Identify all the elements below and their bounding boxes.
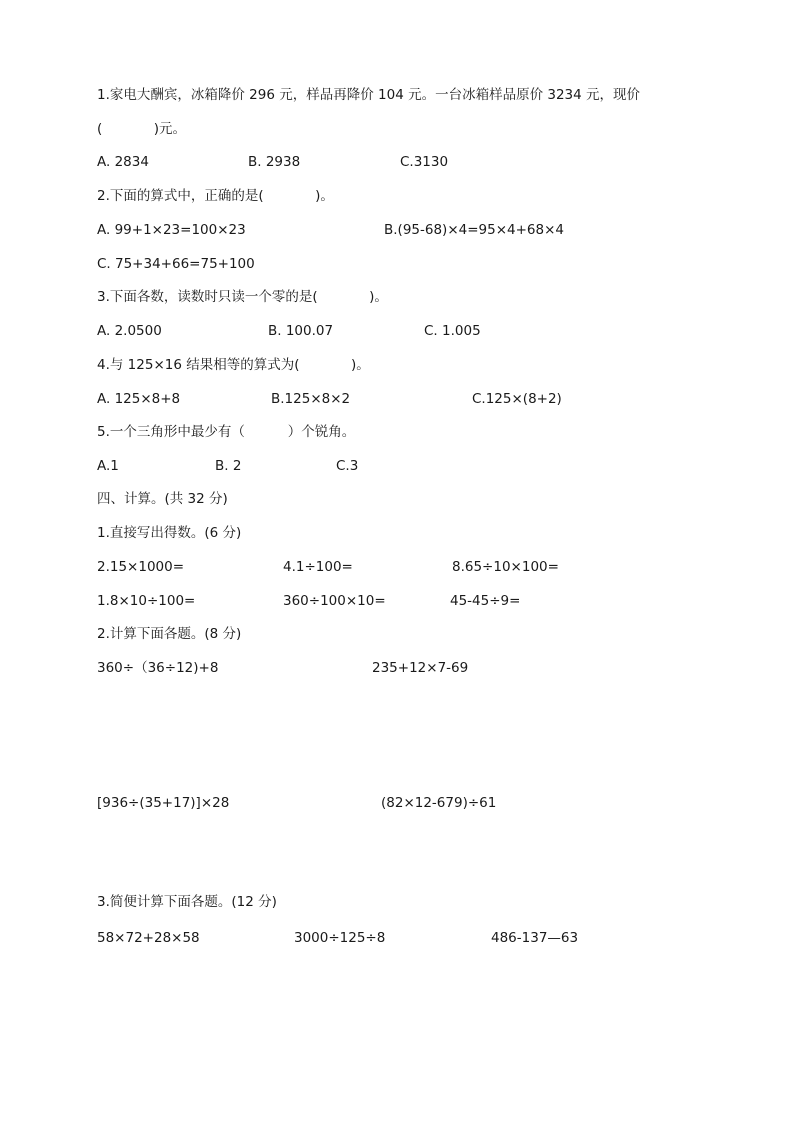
part2-item: (82×12-679)÷61 (381, 795, 497, 811)
q5-text: 5.一个三角形中最少有（ ）个锐角。 (97, 424, 356, 440)
q1-text-line2: ( )元。 (97, 121, 187, 137)
part1-item: 8.65÷10×100= (452, 559, 559, 575)
q1-option-a: A. 2834 (97, 154, 149, 170)
q3-text: 3.下面各数，读数时只读一个零的是( )。 (97, 289, 388, 305)
q3-option-b: B. 100.07 (268, 323, 334, 339)
part3-item: 3000÷125÷8 (294, 930, 386, 946)
q4-option-a: A. 125×8+8 (97, 391, 181, 407)
part1-item: 2.15×1000= (97, 559, 185, 575)
q4-text: 4.与 125×16 结果相等的算式为( )。 (97, 357, 370, 373)
q5-option-b: B. 2 (215, 458, 242, 474)
q5-option-c: C.3 (336, 458, 359, 474)
q3-option-c: C. 1.005 (424, 323, 481, 339)
q1-option-c: C.3130 (400, 154, 449, 170)
q2-option-a: A. 99+1×23=100×23 (97, 222, 246, 238)
q4-option-c: C.125×(8+2) (472, 391, 562, 407)
q3-option-a: A. 2.0500 (97, 323, 162, 339)
q4-option-b: B.125×8×2 (271, 391, 351, 407)
part1-item: 1.8×10÷100= (97, 593, 196, 609)
part2-item: 360÷（36÷12)+8 (97, 660, 219, 676)
part2-item: 235+12×7-69 (372, 660, 469, 676)
q1-option-b: B. 2938 (248, 154, 301, 170)
q2-text: 2.下面的算式中，正确的是( )。 (97, 188, 334, 204)
part2-item: [936÷(35+17)]×28 (97, 795, 230, 811)
q5-option-a: A.1 (97, 458, 119, 474)
q2-option-c: C. 75+34+66=75+100 (97, 256, 255, 272)
part3-title: 3.简便计算下面各题。(12 分) (97, 894, 277, 910)
part3-item: 486-137—63 (491, 930, 579, 946)
part1-item: 4.1÷100= (283, 559, 353, 575)
section4-heading: 四、计算。(共 32 分) (97, 491, 228, 507)
q2-option-b: B.(95-68)×4=95×4+68×4 (384, 222, 564, 238)
part1-title: 1.直接写出得数。(6 分) (97, 525, 242, 541)
part1-item: 45-45÷9= (450, 593, 521, 609)
q1-text-line1: 1.家电大酬宾，冰箱降价 296 元，样品再降价 104 元。一台冰箱样品原价 3234 元，现价 (97, 87, 641, 103)
part1-item: 360÷100×10= (283, 593, 386, 609)
part3-item: 58×72+28×58 (97, 930, 200, 946)
part2-title: 2.计算下面各题。(8 分) (97, 626, 242, 642)
